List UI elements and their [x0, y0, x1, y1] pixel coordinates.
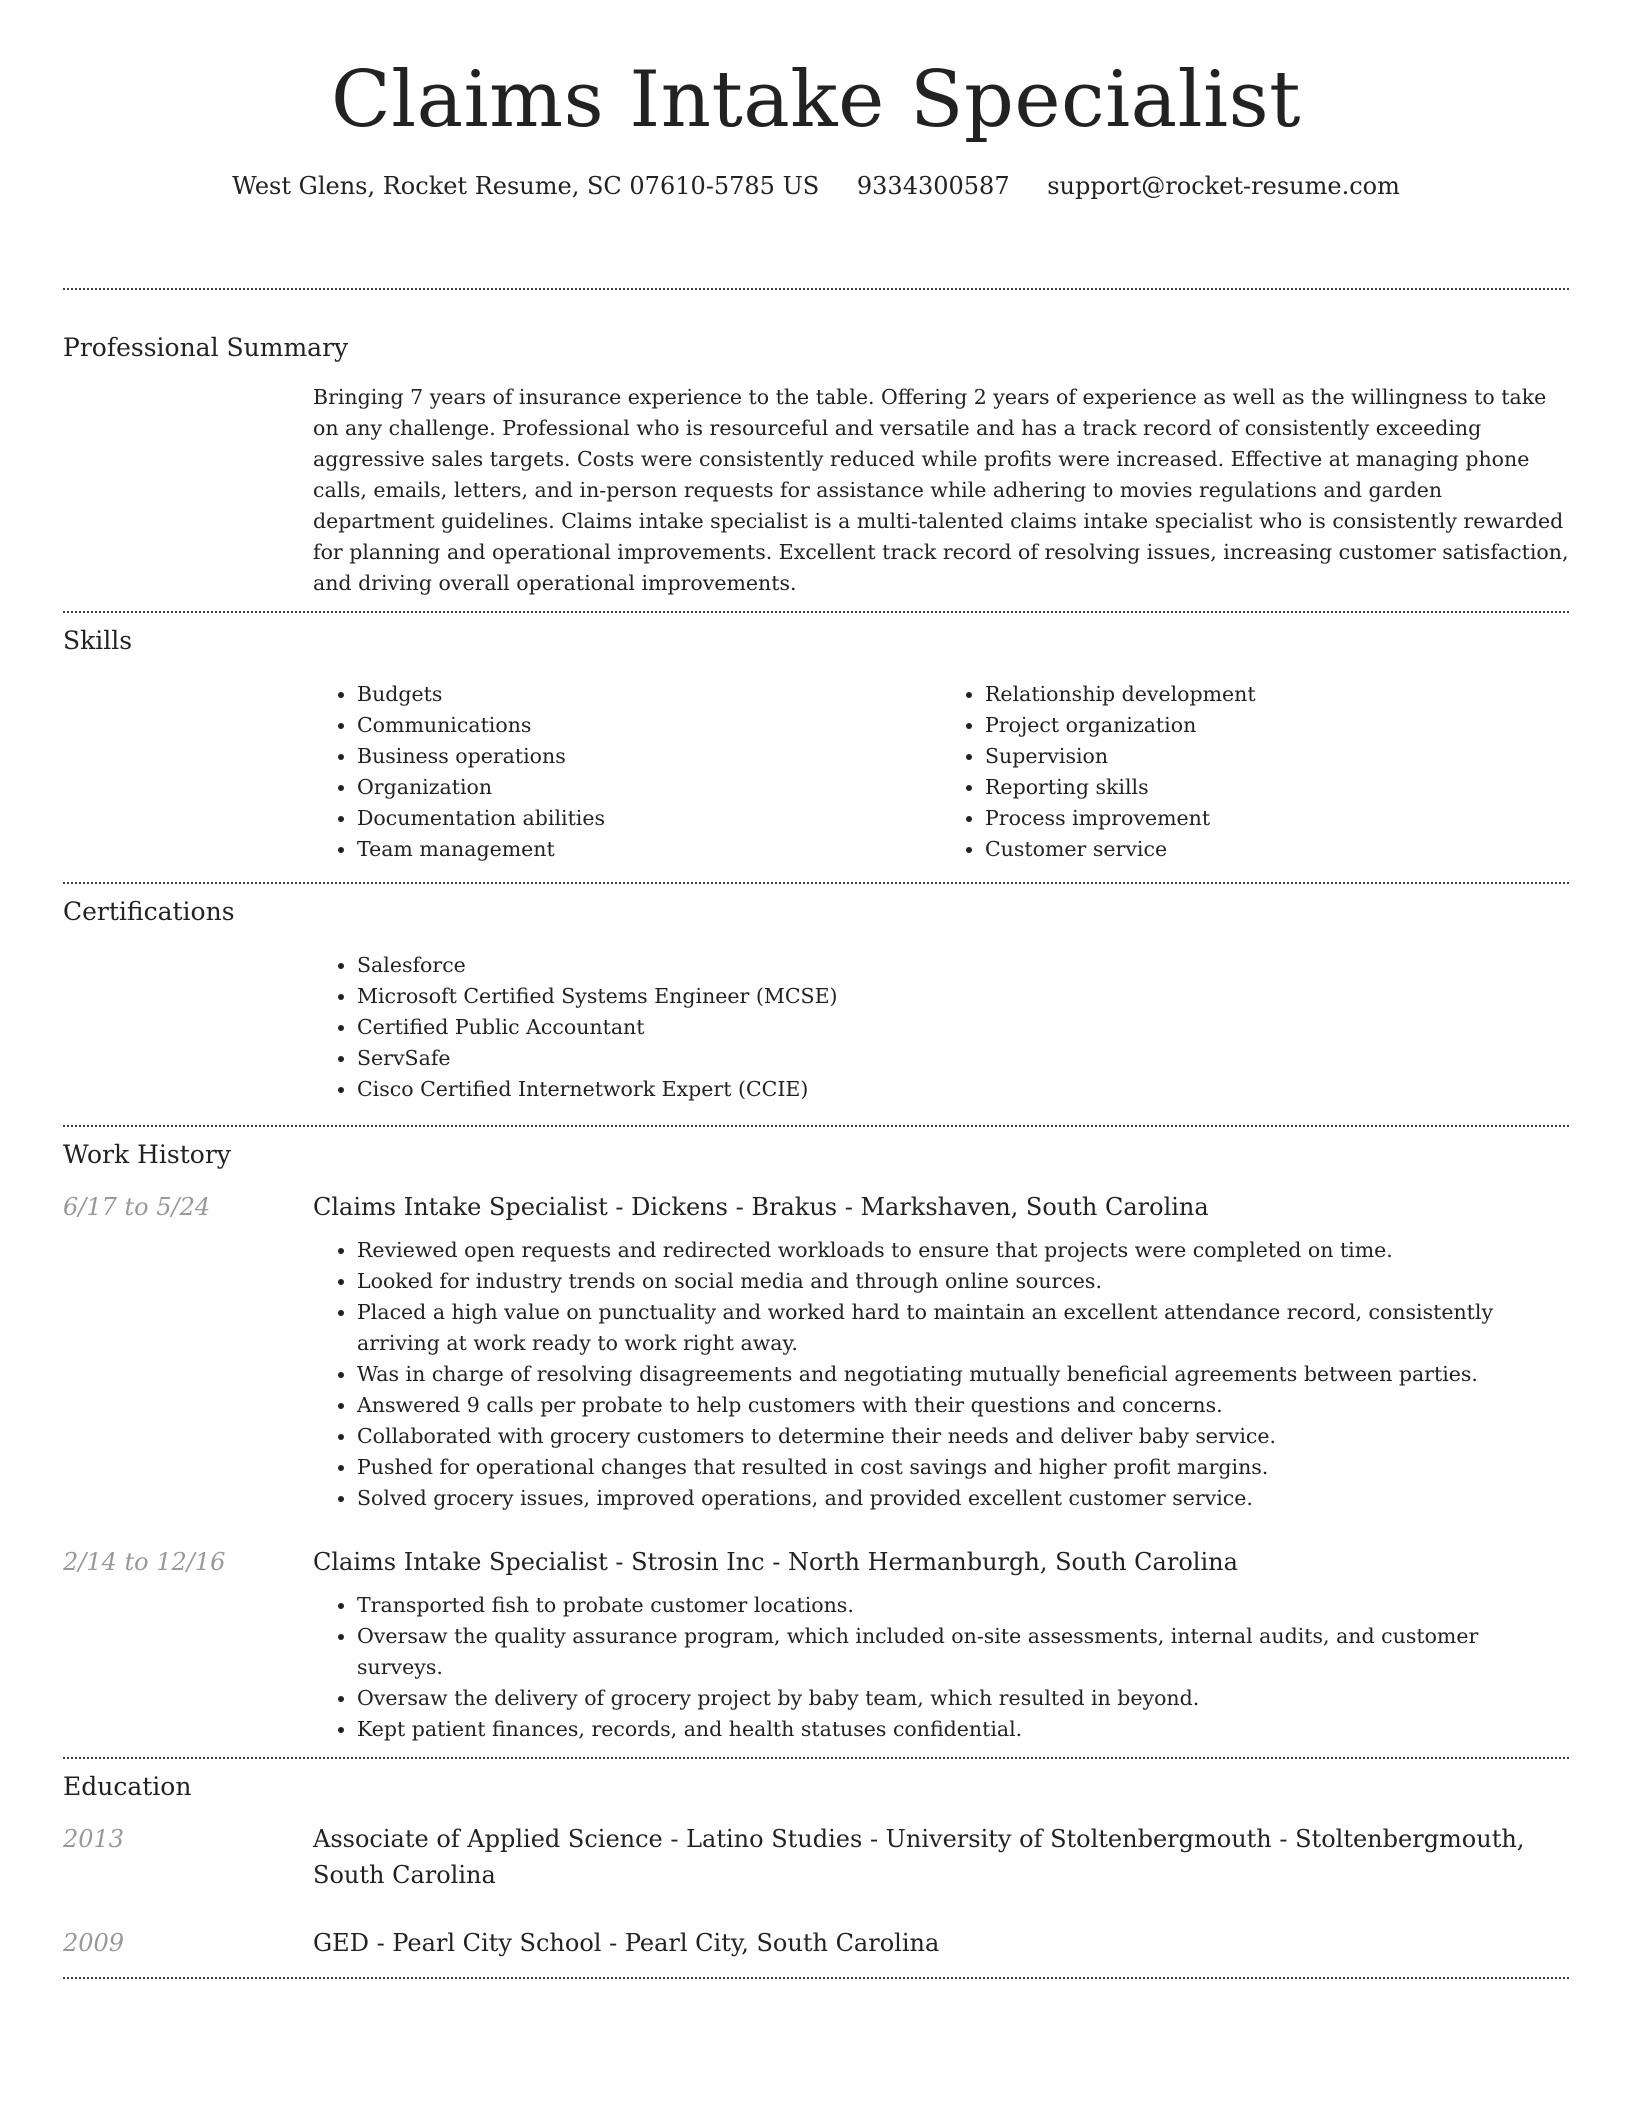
section-title-summary: Professional Summary [63, 333, 349, 362]
job-bullets [313, 1590, 1569, 1745]
job-heading: Claims Intake Specialist - Strosin Inc - North Hermanburgh, South Carolina [313, 1548, 1238, 1576]
education-heading: Associate of Applied Science - Latino Studies - University of Stoltenbergmouth - Stoltenbergmouth, South Carolina [313, 1825, 1525, 1889]
section-title-skills: Skills [63, 626, 133, 655]
list-item: • Answered 9 calls per probate to help customers with their questions and concerns. [357, 1390, 1569, 1421]
education-year: 2009 [63, 1929, 125, 1957]
phone: 9334300587 [856, 172, 1010, 200]
list-item: • Pushed for operational changes that resulted in cost savings and higher profit margins. [357, 1452, 1569, 1483]
skills-list-left [313, 679, 941, 865]
list-item: • Reporting skills [985, 772, 1569, 803]
candidate-name: Claims Intake Specialist [331, 55, 1301, 145]
list-item: • Certified Public Accountant [357, 1012, 1569, 1043]
list-item: • Relationship development [985, 679, 1569, 710]
section-title-work: Work History [63, 1140, 231, 1169]
list-item: • Communications [357, 710, 941, 741]
summary-section [63, 290, 1569, 599]
list-item: • ServSafe [357, 1043, 1569, 1074]
list-item: • Collaborated with grocery customers to determine their needs and deliver baby service. [357, 1421, 1569, 1452]
list-item: • Team management [357, 834, 941, 865]
summary-text: Bringing 7 years of insurance experience to the table. Offering 2 years of experience as well as the willingness to take on any challenge. Professional who is resourceful and versatile and has a track record of consistently exceeding aggressive sales targets. Costs were consistently reduced while profits were increased. Effective at managing phone calls, emails, letters, and in-person requests for assistance while adhering to movies regulations and garden department guidelines. Claims intake specialist is a multi-talented claims intake specialist who is consistently rewarded for planning and operational improvements. Excellent track record of resolving issues, increasing customer satisfaction, and driving overall operational improvements. [313, 385, 1569, 595]
job-dates: 2/14 to 12/16 [63, 1548, 226, 1576]
list-item: • Kept patient finances, records, and health statuses confidential. [357, 1714, 1569, 1745]
list-item: • Oversaw the delivery of grocery project by baby team, which resulted in beyond. [357, 1683, 1569, 1714]
divider [63, 1977, 1569, 1979]
education-heading: GED - Pearl City School - Pearl City, South Carolina [313, 1929, 940, 1957]
list-item: • Transported fish to probate customer locations. [357, 1590, 1569, 1621]
address: West Glens, Rocket Resume, SC 07610-5785 US [232, 172, 820, 200]
education-entry [63, 1821, 1569, 1893]
list-item: • Project organization [985, 710, 1569, 741]
education-entry [63, 1925, 1569, 1961]
certifications-list [313, 950, 1569, 1105]
list-item: • Supervision [985, 741, 1569, 772]
skills-section [63, 613, 1569, 865]
list-item: • Process improvement [985, 803, 1569, 834]
list-item: • Solved grocery issues, improved operations, and provided excellent customer service. [357, 1483, 1569, 1514]
list-item: • Looked for industry trends on social media and through online sources. [357, 1266, 1569, 1297]
section-title-certifications: Certifications [63, 897, 235, 926]
list-item: • Business operations [357, 741, 941, 772]
job-entry [63, 1189, 1569, 1514]
list-item: • Cisco Certified Internetwork Expert (CCIE) [357, 1074, 1569, 1105]
education-year: 2013 [63, 1825, 125, 1853]
list-item: • Oversaw the quality assurance program, which included on-site assessments, internal audits, and customer surveys. [357, 1621, 1569, 1683]
work-section [63, 1127, 1569, 1745]
list-item: • Budgets [357, 679, 941, 710]
certifications-section [63, 884, 1569, 1105]
job-dates: 6/17 to 5/24 [63, 1193, 211, 1221]
job-bullets [313, 1235, 1569, 1514]
education-section [63, 1759, 1569, 1961]
list-item: • Placed a high value on punctuality and worked hard to maintain an excellent attendance record, consistently arriving at work ready to work right away. [357, 1297, 1569, 1359]
list-item: • Organization [357, 772, 941, 803]
list-item: • Customer service [985, 834, 1569, 865]
list-item: • Salesforce [357, 950, 1569, 981]
list-item: • Documentation abilities [357, 803, 941, 834]
contact-line [0, 170, 1632, 202]
skills-list-right [941, 679, 1569, 865]
job-heading: Claims Intake Specialist - Dickens - Brakus - Markshaven, South Carolina [313, 1193, 1209, 1221]
email: support@rocket-resume.com [1047, 172, 1400, 200]
list-item: • Microsoft Certified Systems Engineer (MCSE) [357, 981, 1569, 1012]
section-title-education: Education [63, 1772, 192, 1801]
job-entry [63, 1544, 1569, 1745]
list-item: • Reviewed open requests and redirected workloads to ensure that projects were completed on time. [357, 1235, 1569, 1266]
list-item: • Was in charge of resolving disagreements and negotiating mutually beneficial agreements between parties. [357, 1359, 1569, 1390]
